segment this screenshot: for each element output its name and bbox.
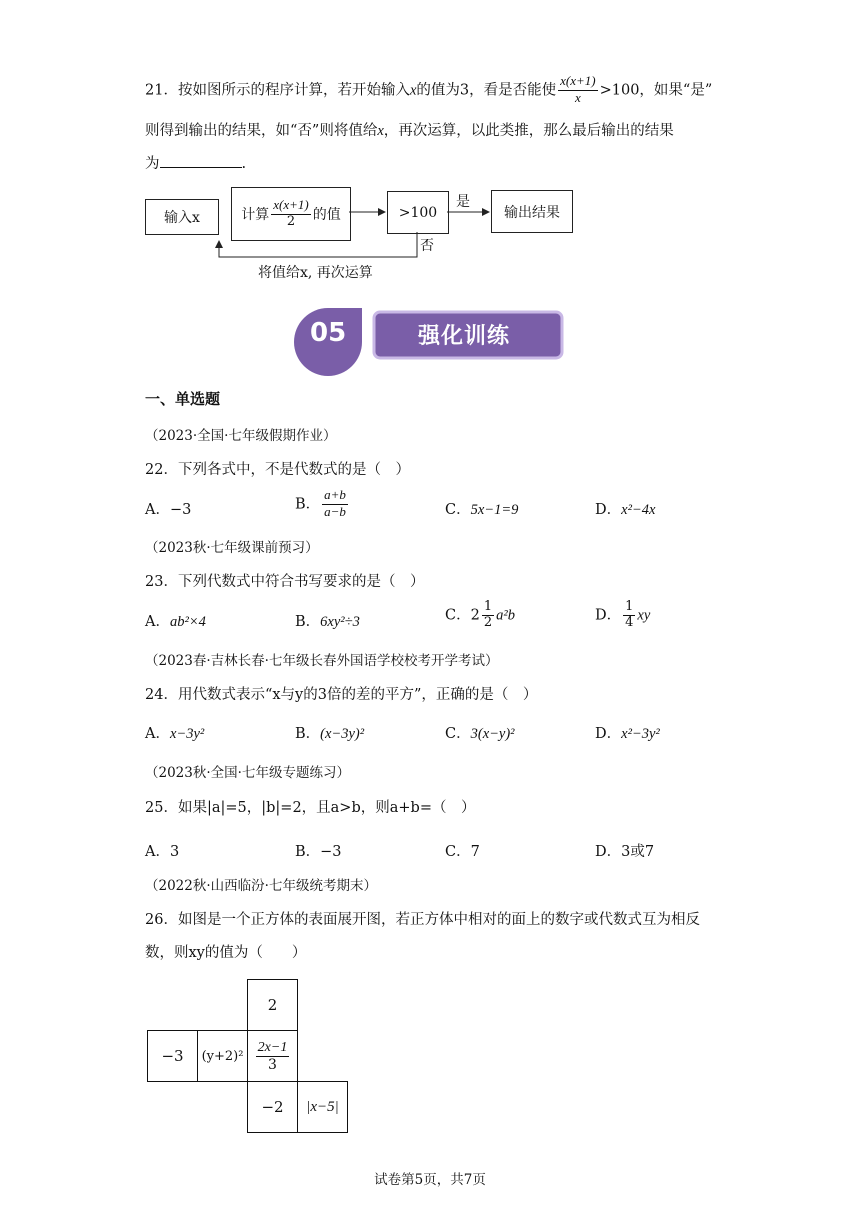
- flow-compute-box: 计算 $\frac{x(x+1)}{2}$ 的值: [231, 187, 351, 241]
- q23-option-b[interactable]: B．6xy²÷3: [295, 614, 360, 630]
- q25-option-d[interactable]: D．3或7: [595, 844, 655, 860]
- flow-no-label: 否: [420, 238, 434, 254]
- net-cell-top: 2: [247, 979, 298, 1031]
- net-cell-center: $\frac{2x-1}{3}$: [247, 1030, 298, 1082]
- flow-yes-label: 是: [456, 194, 470, 210]
- q24-option-a[interactable]: A．x−3y²: [145, 726, 205, 742]
- q21-line1: 21．按如图所示的程序计算，若开始输入x的值为3，看是否能使 $\frac{x(x+1)}{x}$ >100，如果“是”: [145, 73, 713, 105]
- q22-option-b[interactable]: B． $\frac{a+b}{a-b}$: [295, 487, 346, 519]
- banner-number: 05: [310, 318, 347, 348]
- net-cell-mid-left: (y+2)²: [197, 1030, 248, 1082]
- flow-arrows: [0, 0, 860, 300]
- q25-option-a[interactable]: A．3: [145, 844, 180, 860]
- q24-stem: 24．用代数式表示“x与y的3倍的差的平方”，正确的是（ ）: [145, 687, 538, 703]
- q22-option-a[interactable]: A．−3: [145, 502, 192, 518]
- q25-option-b[interactable]: B．−3: [295, 844, 342, 860]
- q23-option-d[interactable]: D． $\frac{1}{4}$ xy: [595, 599, 651, 630]
- q26-source: （2022秋·山西临汾·七年级统考期末）: [145, 878, 377, 894]
- flow-output-box: 输出结果: [491, 190, 573, 233]
- q21-fraction: $\frac{x(x+1)}{x}$: [560, 73, 596, 105]
- q24-option-c[interactable]: C．3(x−y)²: [445, 726, 515, 742]
- q24-option-b[interactable]: B．(x−3y)²: [295, 726, 365, 742]
- q21-line2: 则得到输出的结果，如“否”则将值给x，再次运算，以此类推，那么最后输出的结果: [145, 123, 674, 139]
- net-cell-left: −3: [147, 1030, 198, 1082]
- q25-source: （2023秋·全国·七年级专题练习）: [145, 765, 350, 781]
- q26-stem-1: 26．如图是一个正方体的表面展开图，若正方体中相对的面上的数字或代数式互为相反: [145, 912, 700, 928]
- q22-option-d[interactable]: D．x²−4x: [595, 502, 656, 518]
- net-cell-bottom-right: |x−5|: [297, 1081, 348, 1133]
- q24-source: （2023春·吉林长春·七年级长春外国语学校校考开学考试）: [145, 653, 499, 669]
- q25-stem: 25．如果|a|=5，|b|=2，且a>b，则a+b=（ ）: [145, 800, 476, 816]
- q23-option-a[interactable]: A．ab²×4: [145, 614, 206, 630]
- banner-title: 强化训练: [418, 324, 511, 349]
- net-cell-bottom: −2: [247, 1081, 298, 1133]
- q22-source: （2023·全国·七年级假期作业）: [145, 428, 337, 444]
- q24-option-d[interactable]: D．x²−3y²: [595, 726, 660, 742]
- q22-option-c[interactable]: C．5x−1=9: [445, 502, 519, 518]
- page-footer: 试卷第5页，共7页: [374, 1172, 486, 1188]
- flow-input-box: 输入x: [145, 199, 219, 235]
- q23-source: （2023秋·七年级课前预习）: [145, 540, 319, 556]
- q25-option-c[interactable]: C．7: [445, 844, 480, 860]
- flow-loop-label: 将值给x, 再次运算: [258, 265, 373, 281]
- flow-condition-box: >100: [387, 191, 449, 234]
- section-heading: 一、单选题: [145, 390, 221, 408]
- q21-line3: 为 .: [145, 152, 246, 173]
- q23-option-c[interactable]: C．2 $\frac{1}{2}$ a²b: [445, 599, 515, 630]
- q22-stem: 22．下列各式中，不是代数式的是（ ）: [145, 462, 410, 478]
- q26-stem-2: 数，则xy的值为（ ）: [145, 945, 307, 961]
- q23-stem: 23．下列代数式中符合书写要求的是（ ）: [145, 574, 425, 590]
